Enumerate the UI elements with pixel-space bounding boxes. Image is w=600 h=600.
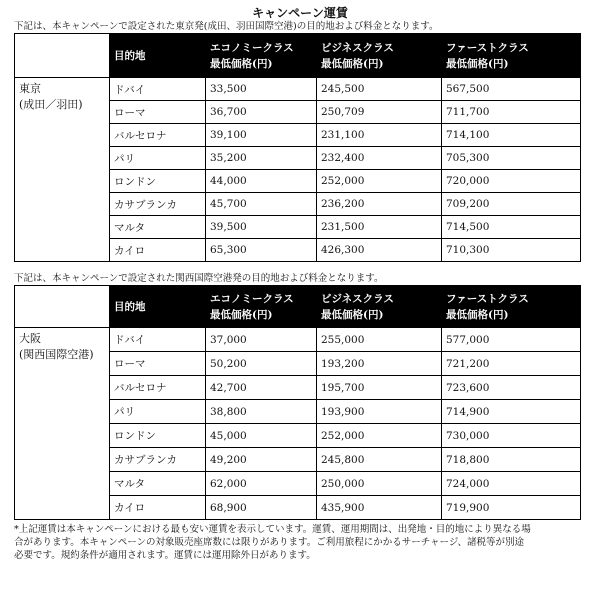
header-economy [206,286,317,328]
header-first-line2: 最低価格(円) [446,57,509,70]
destination-cell: ドバイ [110,328,206,352]
economy-price-cell: 50,200 [206,352,317,376]
first-price-cell: 714,500 [442,216,581,239]
business-price-cell: 245,800 [317,448,442,472]
business-price-cell: 232,400 [317,147,442,170]
document-title: キャンペーン運賃 [252,6,348,20]
destination-cell: マルタ [110,472,206,496]
tokyo-note: 下記は、本キャンペーンで設定された東京発(成田、羽田国際空港)の目的地および料金となります。 [14,21,439,32]
osaka-note: 下記は、本キャンペーンで設定された関西国際空港発の目的地および料金となります。 [14,273,384,284]
business-price-cell: 252,000 [317,170,442,193]
business-price-cell: 435,900 [317,496,442,520]
economy-price-cell: 42,700 [206,376,317,400]
header-first-line2: 最低価格(円) [446,308,509,321]
first-price-cell: 730,000 [442,424,581,448]
destination-cell: ロンドン [110,170,206,193]
destination-cell: カサブランカ [110,193,206,216]
header-blank-cell [15,286,110,328]
destination-cell: パリ [110,147,206,170]
footer-line: 合があります。本キャンペーンの対象販売座席数には限りがあります。ご利用旅程にかかるサーチャージ、諸税等が別途 [14,537,525,548]
destination-cell: ローマ [110,352,206,376]
header-first-line1: ファーストクラス [446,41,529,54]
economy-price-cell: 45,700 [206,193,317,216]
business-price-cell: 426,300 [317,239,442,262]
header-economy-line1: エコノミークラス [210,292,294,305]
economy-price-cell: 62,000 [206,472,317,496]
destination-cell: ロンドン [110,424,206,448]
economy-price-cell: 36,700 [206,101,317,124]
header-destination: 目的地 [110,34,206,78]
economy-price-cell: 33,500 [206,78,317,101]
destination-cell: バルセロナ [110,124,206,147]
business-price-cell: 250,709 [317,101,442,124]
economy-price-cell: 45,000 [206,424,317,448]
economy-price-cell: 39,500 [206,216,317,239]
economy-price-cell: 65,300 [206,239,317,262]
business-price-cell: 255,000 [317,328,442,352]
header-business-line1: ビジネスクラス [321,292,394,305]
header-business [317,34,442,78]
first-price-cell: 577,000 [442,328,581,352]
business-price-cell: 236,200 [317,193,442,216]
business-price-cell: 252,000 [317,424,442,448]
header-business-line2: 最低価格(円) [321,308,384,321]
economy-price-cell: 68,900 [206,496,317,520]
origin-city: 東京 [19,82,41,95]
footer-line: 必要です。規約条件が適用されます。運賃には運用除外日があります。 [14,550,316,561]
first-price-cell: 709,200 [442,193,581,216]
header-business-line2: 最低価格(円) [321,57,384,70]
table-row [15,328,581,352]
destination-cell: カイロ [110,496,206,520]
first-price-cell: 705,300 [442,147,581,170]
business-price-cell: 245,500 [317,78,442,101]
header-business-line1: ビジネスクラス [321,41,394,54]
origin-cell [15,328,110,520]
business-price-cell: 231,500 [317,216,442,239]
header-first-line1: ファーストクラス [446,292,529,305]
header-economy-line2: 最低価格(円) [210,308,273,321]
origin-airport: (成田／羽田) [19,98,83,111]
destination-cell: ドバイ [110,78,206,101]
destination-cell: カイロ [110,239,206,262]
business-price-cell: 193,200 [317,352,442,376]
table-header-row [15,34,581,78]
business-price-cell: 250,000 [317,472,442,496]
first-price-cell: 723,600 [442,376,581,400]
economy-price-cell: 37,000 [206,328,317,352]
header-destination: 目的地 [110,286,206,328]
economy-price-cell: 38,800 [206,400,317,424]
header-economy-line2: 最低価格(円) [210,57,273,70]
business-price-cell: 193,900 [317,400,442,424]
destination-cell: カサブランカ [110,448,206,472]
economy-price-cell: 35,200 [206,147,317,170]
header-business [317,286,442,328]
origin-cell [15,78,110,262]
first-price-cell: 711,700 [442,101,581,124]
destination-cell: マルタ [110,216,206,239]
footer-disclaimer [0,520,600,562]
header-economy [206,34,317,78]
first-price-cell: 720,000 [442,170,581,193]
economy-price-cell: 44,000 [206,170,317,193]
osaka-fare-table [14,285,581,520]
economy-price-cell: 49,200 [206,448,317,472]
destination-cell: バルセロナ [110,376,206,400]
first-price-cell: 714,900 [442,400,581,424]
first-price-cell: 721,200 [442,352,581,376]
first-price-cell: 718,800 [442,448,581,472]
first-price-cell: 714,100 [442,124,581,147]
tokyo-fare-table [14,33,581,262]
header-economy-line1: エコノミークラス [210,41,294,54]
business-price-cell: 231,100 [317,124,442,147]
first-price-cell: 724,000 [442,472,581,496]
economy-price-cell: 39,100 [206,124,317,147]
footer-line: *上記運賃は本キャンペーンにおける最も安い運賃を表示しています。運賃、運用期間は、出発地・目的地により異なる場 [14,524,531,535]
first-price-cell: 710,300 [442,239,581,262]
destination-cell: パリ [110,400,206,424]
header-first [442,34,581,78]
destination-cell: ローマ [110,101,206,124]
origin-city: 大阪 [19,332,41,345]
header-first [442,286,581,328]
header-blank-cell [15,34,110,78]
first-price-cell: 719,900 [442,496,581,520]
table-header-row [15,286,581,328]
origin-airport: (関西国際空港) [19,348,94,361]
table-row [15,78,581,101]
business-price-cell: 195,700 [317,376,442,400]
first-price-cell: 567,500 [442,78,581,101]
